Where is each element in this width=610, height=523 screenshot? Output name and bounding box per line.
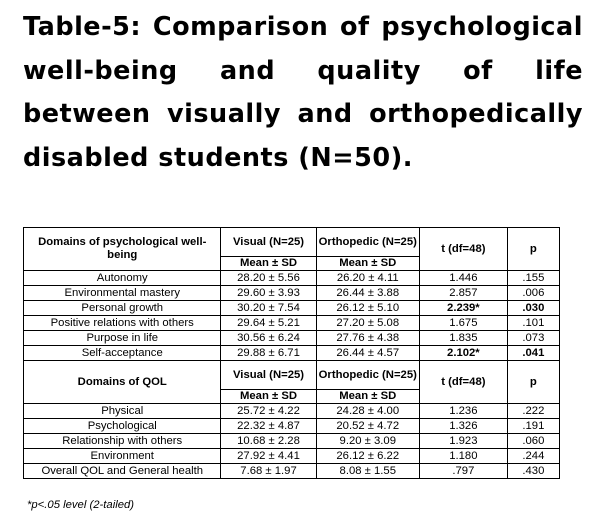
- domain-cell: Environment: [24, 449, 221, 464]
- domain-cell: Autonomy: [24, 271, 221, 286]
- p-cell-significant: .030: [507, 301, 559, 316]
- domain-cell: Personal growth: [24, 301, 221, 316]
- t-cell: 1.446: [419, 271, 507, 286]
- pwb-ortho-mean-sd: Mean ± SD: [316, 257, 419, 271]
- t-cell-significant: 2.102*: [419, 346, 507, 361]
- visual-cell: 30.20 ± 7.54: [221, 301, 316, 316]
- t-cell-significant: 2.239*: [419, 301, 507, 316]
- domain-cell: Psychological: [24, 419, 221, 434]
- t-cell: 1.180: [419, 449, 507, 464]
- qol-ortho-mean-sd: Mean ± SD: [316, 390, 419, 404]
- p-cell: .244: [507, 449, 559, 464]
- p-cell: .155: [507, 271, 559, 286]
- t-cell: 1.923: [419, 434, 507, 449]
- visual-cell: 25.72 ± 4.22: [221, 404, 316, 419]
- visual-cell: 29.88 ± 6.71: [221, 346, 316, 361]
- table-row: [24, 346, 560, 361]
- pwb-t-header: t (df=48): [419, 228, 507, 271]
- visual-cell: 29.64 ± 5.21: [221, 316, 316, 331]
- visual-cell: 30.56 ± 6.24: [221, 331, 316, 346]
- pwb-visual-mean-sd: Mean ± SD: [221, 257, 316, 271]
- visual-cell: 22.32 ± 4.87: [221, 419, 316, 434]
- p-cell: .222: [507, 404, 559, 419]
- p-cell: .006: [507, 286, 559, 301]
- t-cell: 1.236: [419, 404, 507, 419]
- t-cell: 2.857: [419, 286, 507, 301]
- domain-cell: Relationship with others: [24, 434, 221, 449]
- table-row: [24, 286, 560, 301]
- table-row: [24, 419, 560, 434]
- ortho-cell: 26.12 ± 5.10: [316, 301, 419, 316]
- domain-cell: Self-acceptance: [24, 346, 221, 361]
- qol-visual-header: Visual (N=25): [221, 361, 316, 390]
- t-cell: 1.326: [419, 419, 507, 434]
- domain-cell: Purpose in life: [24, 331, 221, 346]
- t-cell: 1.675: [419, 316, 507, 331]
- qol-p-header: p: [507, 361, 559, 404]
- visual-cell: 28.20 ± 5.56: [221, 271, 316, 286]
- visual-cell: 10.68 ± 2.28: [221, 434, 316, 449]
- footnote: *p<.05 level (2-tailed): [27, 499, 135, 511]
- ortho-cell: 26.44 ± 3.88: [316, 286, 419, 301]
- pwb-ortho-header: Orthopedic (N=25): [316, 228, 419, 257]
- qol-t-header: t (df=48): [419, 361, 507, 404]
- ortho-cell: 20.52 ± 4.72: [316, 419, 419, 434]
- pwb-p-header: p: [507, 228, 559, 271]
- domain-cell: Physical: [24, 404, 221, 419]
- domain-cell: Overall QOL and General health: [24, 464, 221, 479]
- p-cell: .101: [507, 316, 559, 331]
- table-row: [24, 434, 560, 449]
- visual-cell: 27.92 ± 4.41: [221, 449, 316, 464]
- table-row: [24, 331, 560, 346]
- qol-visual-mean-sd: Mean ± SD: [221, 390, 316, 404]
- domain-cell: Environmental mastery: [24, 286, 221, 301]
- p-cell-significant: .041: [507, 346, 559, 361]
- qol-ortho-header: Orthopedic (N=25): [316, 361, 419, 390]
- table-row: [24, 316, 560, 331]
- visual-cell: 7.68 ± 1.97: [221, 464, 316, 479]
- table-row: [24, 464, 560, 479]
- ortho-cell: 24.28 ± 4.00: [316, 404, 419, 419]
- t-cell: 1.835: [419, 331, 507, 346]
- domain-cell: Positive relations with others: [24, 316, 221, 331]
- table-row: [24, 271, 560, 286]
- ortho-cell: 26.44 ± 4.57: [316, 346, 419, 361]
- table-row: [24, 404, 560, 419]
- table-row: [24, 449, 560, 464]
- p-cell: .430: [507, 464, 559, 479]
- table-title: Table-5: Comparison of psychological well-being and quality of life between visually and orthopedically disabled students (N=50).: [23, 12, 583, 173]
- p-cell: .060: [507, 434, 559, 449]
- ortho-cell: 26.20 ± 4.11: [316, 271, 419, 286]
- visual-cell: 29.60 ± 3.93: [221, 286, 316, 301]
- t-cell: .797: [419, 464, 507, 479]
- ortho-cell: 27.76 ± 4.38: [316, 331, 419, 346]
- ortho-cell: 8.08 ± 1.55: [316, 464, 419, 479]
- pwb-domain-header: Domains of psychological well-being: [24, 228, 221, 271]
- p-cell: .191: [507, 419, 559, 434]
- p-cell: .073: [507, 331, 559, 346]
- pwb-visual-header: Visual (N=25): [221, 228, 316, 257]
- comparison-table: [23, 227, 560, 479]
- ortho-cell: 26.12 ± 6.22: [316, 449, 419, 464]
- ortho-cell: 9.20 ± 3.09: [316, 434, 419, 449]
- table-row: [24, 301, 560, 316]
- qol-domain-header: Domains of QOL: [24, 361, 221, 404]
- ortho-cell: 27.20 ± 5.08: [316, 316, 419, 331]
